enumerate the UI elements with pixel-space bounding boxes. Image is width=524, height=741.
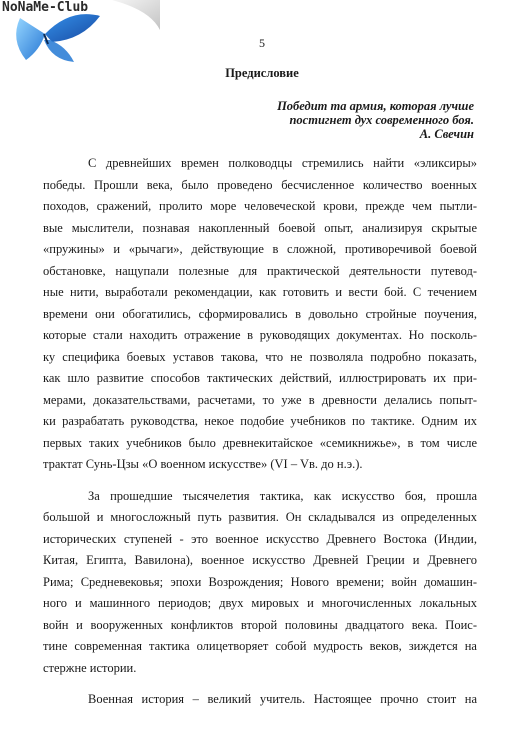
text-line: тине современная тактика олицетворяет собой мудрость веков, зиждется на xyxy=(43,639,477,653)
epigraph-line: Победит та армия, которая лучше xyxy=(277,99,474,113)
text-line: победы. Прошли века, было проведено бесчисленное количество военных xyxy=(43,177,477,192)
paragraph-gap xyxy=(43,679,477,689)
text-line: ку специфика боевых уставов такова, что не позволяла подробно показать, xyxy=(43,349,477,364)
text-line: мерами, доказательствами, расчетами, то уже в древности делались попыт- xyxy=(43,392,477,407)
text-line: С древнейших времен полководцы стремились найти «эликсиры» xyxy=(88,156,477,170)
epigraph xyxy=(174,99,474,141)
body-text xyxy=(43,153,477,711)
page-heading: Предисловие xyxy=(225,66,299,80)
text-line: «пружины» и «рычаги», действующие в сложной, противоречивой боевой xyxy=(43,242,477,256)
paragraph xyxy=(43,689,477,711)
text-line: войн и вооруженных конфликтов второй половины двадцатого века. Поис- xyxy=(43,617,477,632)
text-line: трактат Сунь-Цзы «О военном искусстве» (VI – Vв. до н.э.). xyxy=(43,457,363,471)
text-line: первых таких учебников было древнекитайское «семикнижье», в том числе xyxy=(43,435,477,450)
epigraph-author: А. Свечин xyxy=(419,127,474,141)
text-line: За прошедшие тысячелетия тактика, как искусство боя, прошла xyxy=(88,488,477,503)
watermark-text: NoNaMe-Club xyxy=(2,0,89,15)
text-line: стержне истории. xyxy=(43,660,137,675)
paragraph xyxy=(43,486,477,680)
text-line: вые мыслители, познавая накопленный боевой опыт, анализируя скрытые xyxy=(43,220,477,235)
epigraph-line: постигнет дух современного боя. xyxy=(289,113,474,127)
paragraph xyxy=(43,153,477,476)
text-line: Рима; Средневековья; эпохи Возрождения; Нового времени; войн домашин- xyxy=(43,574,477,589)
text-line: Военная история – великий учитель. Настоящее прочно стоит на xyxy=(88,692,477,706)
text-line: ного и машинного периодов; двух мировых и многочисленных локальных xyxy=(43,596,477,610)
text-line: которые стали находить отражение в руководящих документах. Но посколь- xyxy=(43,328,477,342)
page-number: 5 xyxy=(259,36,265,50)
text-line: походов, сражений, пролито море человеческой крови, прежде чем пытли- xyxy=(43,199,477,213)
text-line: обстановке, нащупали полезные для практической деятельности путевод- xyxy=(43,263,477,278)
text-line: Китая, Египта, Вавилона), военное искусство Древней Греции и Древнего xyxy=(43,553,477,567)
text-line: большой и многосложный путь развития. Он складывался из определенных xyxy=(43,510,477,524)
text-line: ные нити, выработали рекомендации, как готовить и вести бой. С течением xyxy=(43,285,477,299)
paragraph-gap xyxy=(43,476,477,486)
text-line: ки разрабатать руководства, некое подобие учебников по тактике. Одним их xyxy=(43,414,477,428)
text-line: исторических ступеней - это военное искусство Древнего Востока (Индии, xyxy=(43,531,477,546)
text-line: времени они обогатились, сформировались в довольно стройные поучения, xyxy=(43,306,477,321)
text-line: как шло развитие способов тактических действий, иллюстрировать их при- xyxy=(43,371,477,385)
